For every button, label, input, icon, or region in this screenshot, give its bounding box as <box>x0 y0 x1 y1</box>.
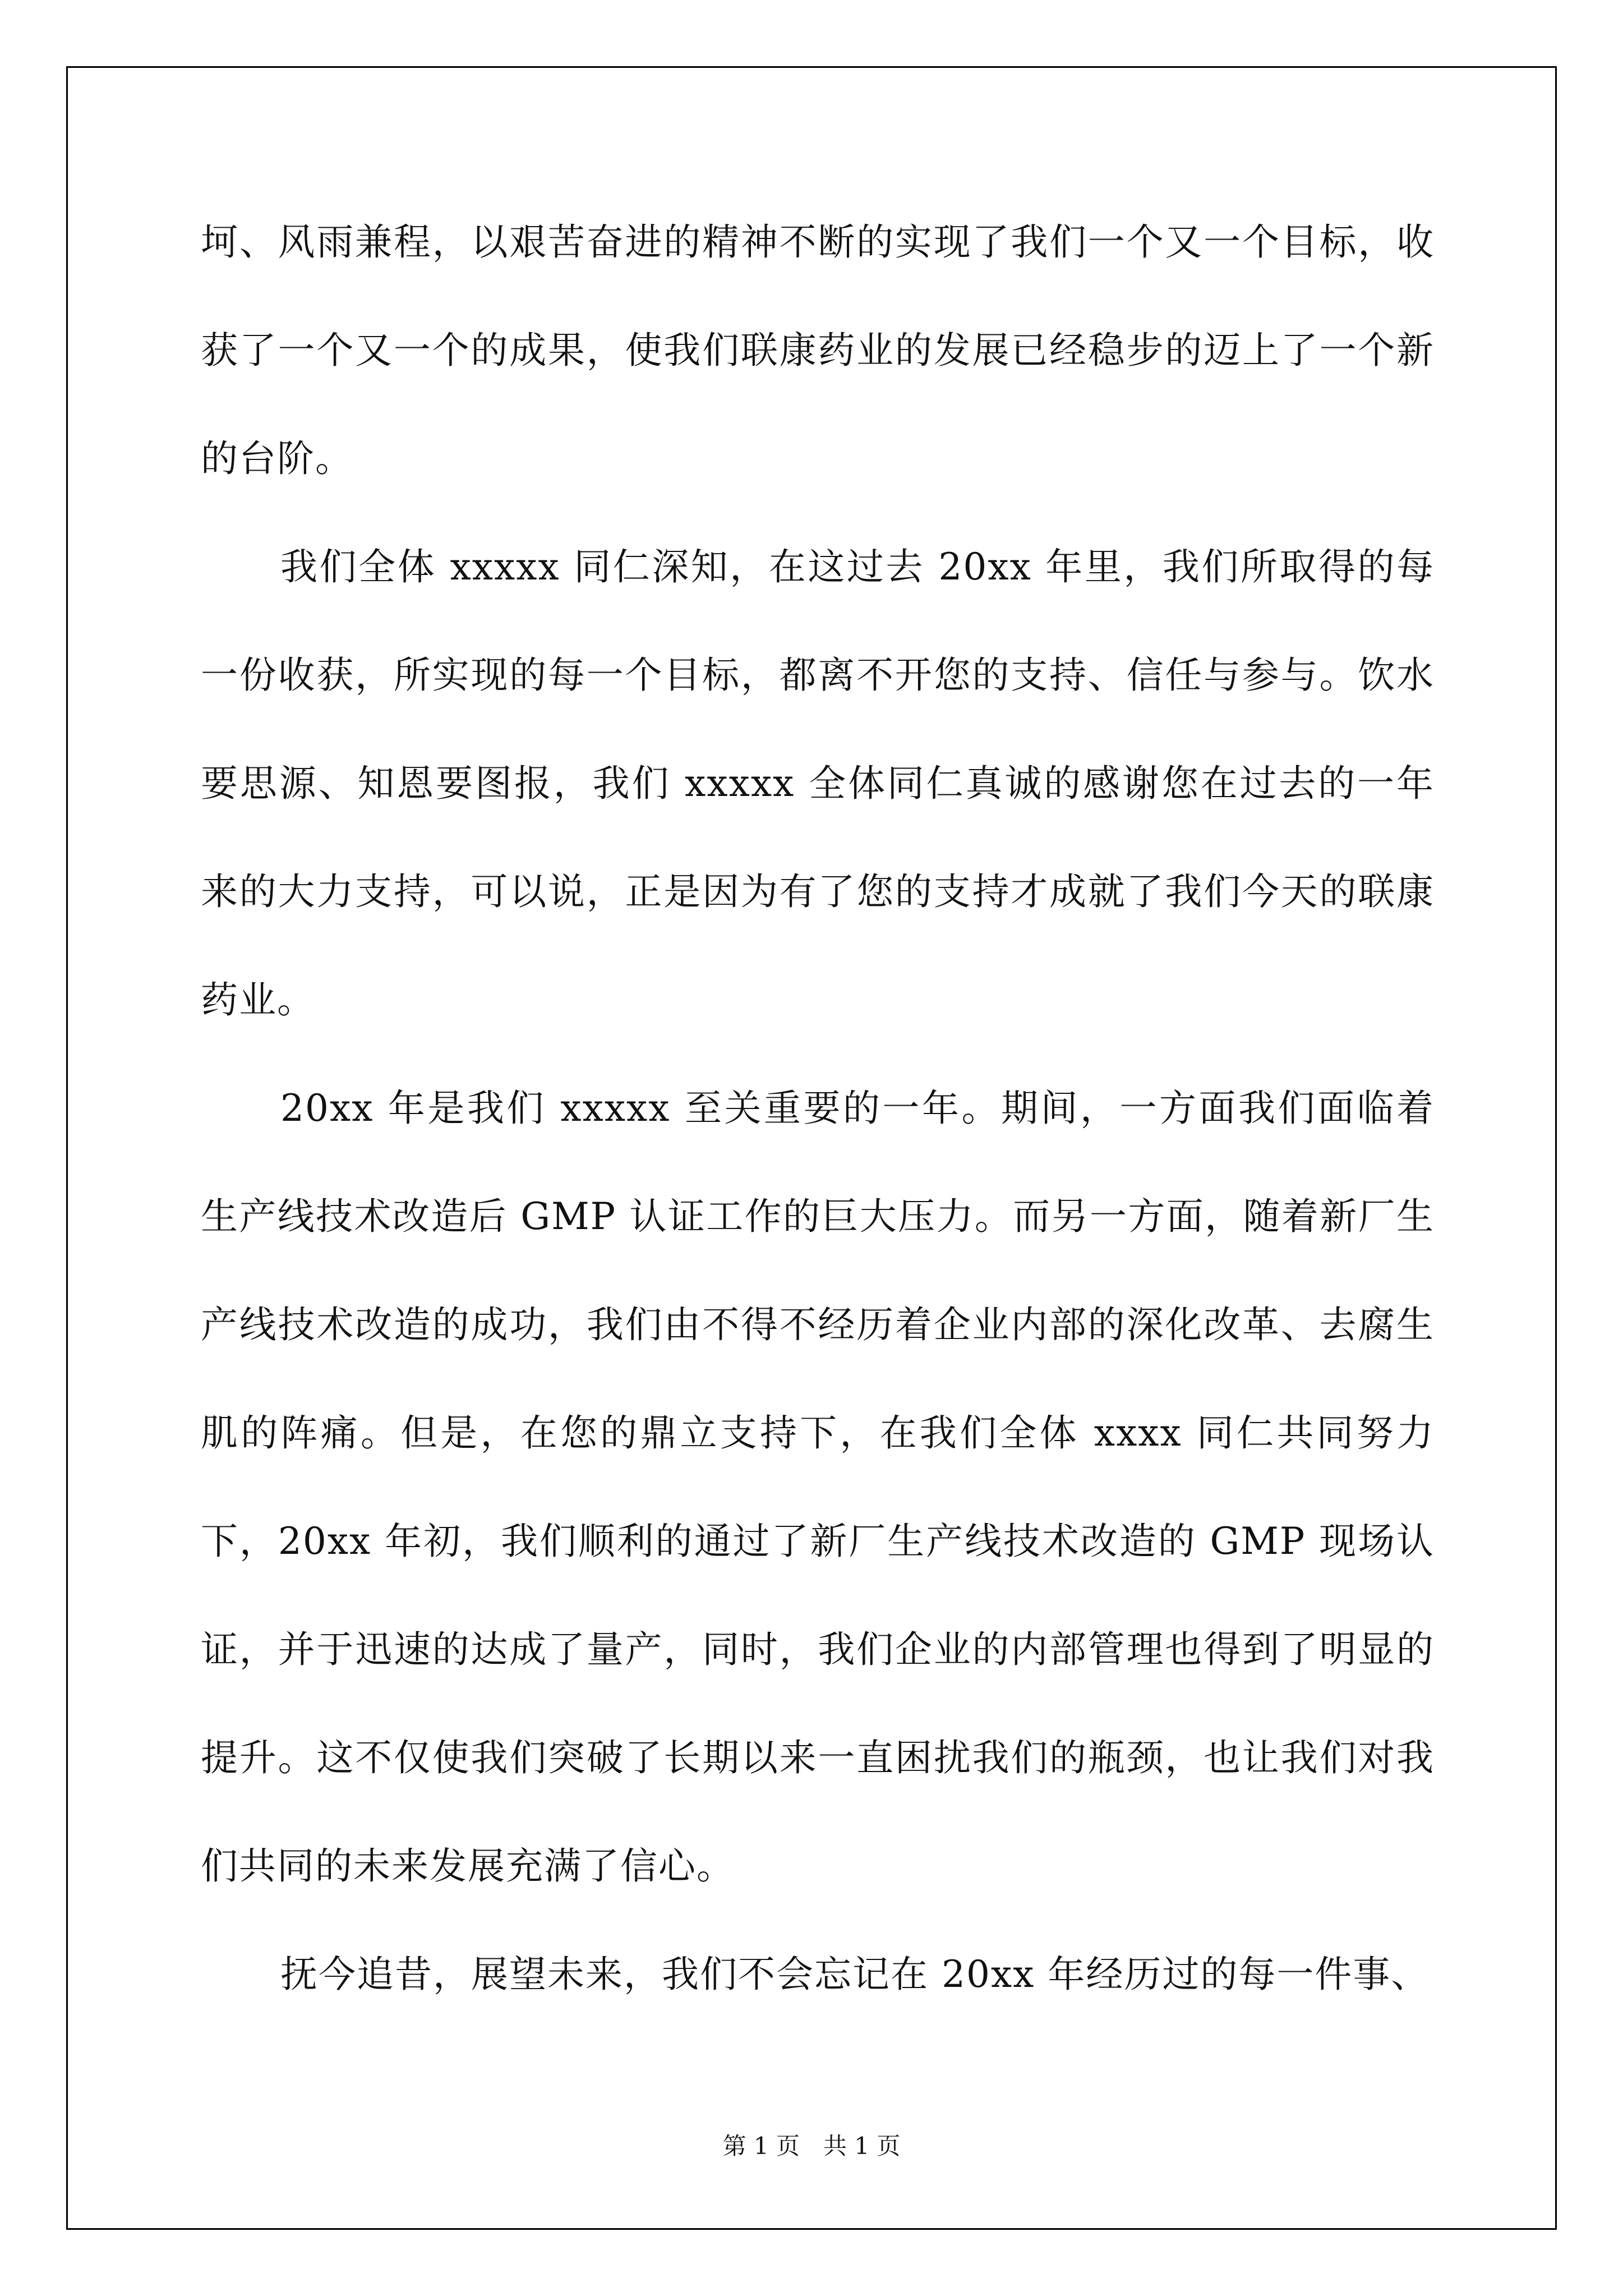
paragraph-4: 抚今追昔，展望未来，我们不会忘记在 20xx 年经历过的每一件事、 <box>280 1953 1430 1996</box>
document-body <box>201 188 1435 2028</box>
paragraph-2: 我们全体 xxxxx 同仁深知，在这过去 20xx 年里，我们所取得的每一份收获，所实现的每一个目标，都离不开您的支持、信任与参与。饮水要思源、知恩要图报，我们 xxxxx 全体同仁真诚的感谢您在过去的一年来的大力支持，可以说，正是因为有了您的支持才成就了我们今天的联康药业。 <box>201 545 1435 1022</box>
paragraph-3: 20xx 年是我们 xxxxx 至关重要的一年。期间，一方面我们面临着生产线技术改造后 GMP 认证工作的巨大压力。而另一方面，随着新厂生产线技术改造的成功，我们由不得不经历着企业内部的深化改革、去腐生肌的阵痛。但是，在您的鼎立支持下，在我们全体 xxxx 同仁共同努力下，20xx 年初，我们顺利的通过了新厂生产线技术改造的 GMP 现场认证，并于迅速的达成了量产，同时，我们企业的内部管理也得到了明显的提升。这不仅使我们突破了长期以来一直困扰我们的瓶颈，也让我们对我们共同的未来发展充满了信心。 <box>201 1087 1435 1888</box>
page-number-footer: 第 1 页 共 1 页 <box>722 2132 901 2160</box>
paragraph-1: 坷、风雨兼程，以艰苦奋进的精神不断的实现了我们一个又一个目标，收获了一个又一个的成果，使我们联康药业的发展已经稳步的迈上了一个新的台阶。 <box>201 220 1435 480</box>
